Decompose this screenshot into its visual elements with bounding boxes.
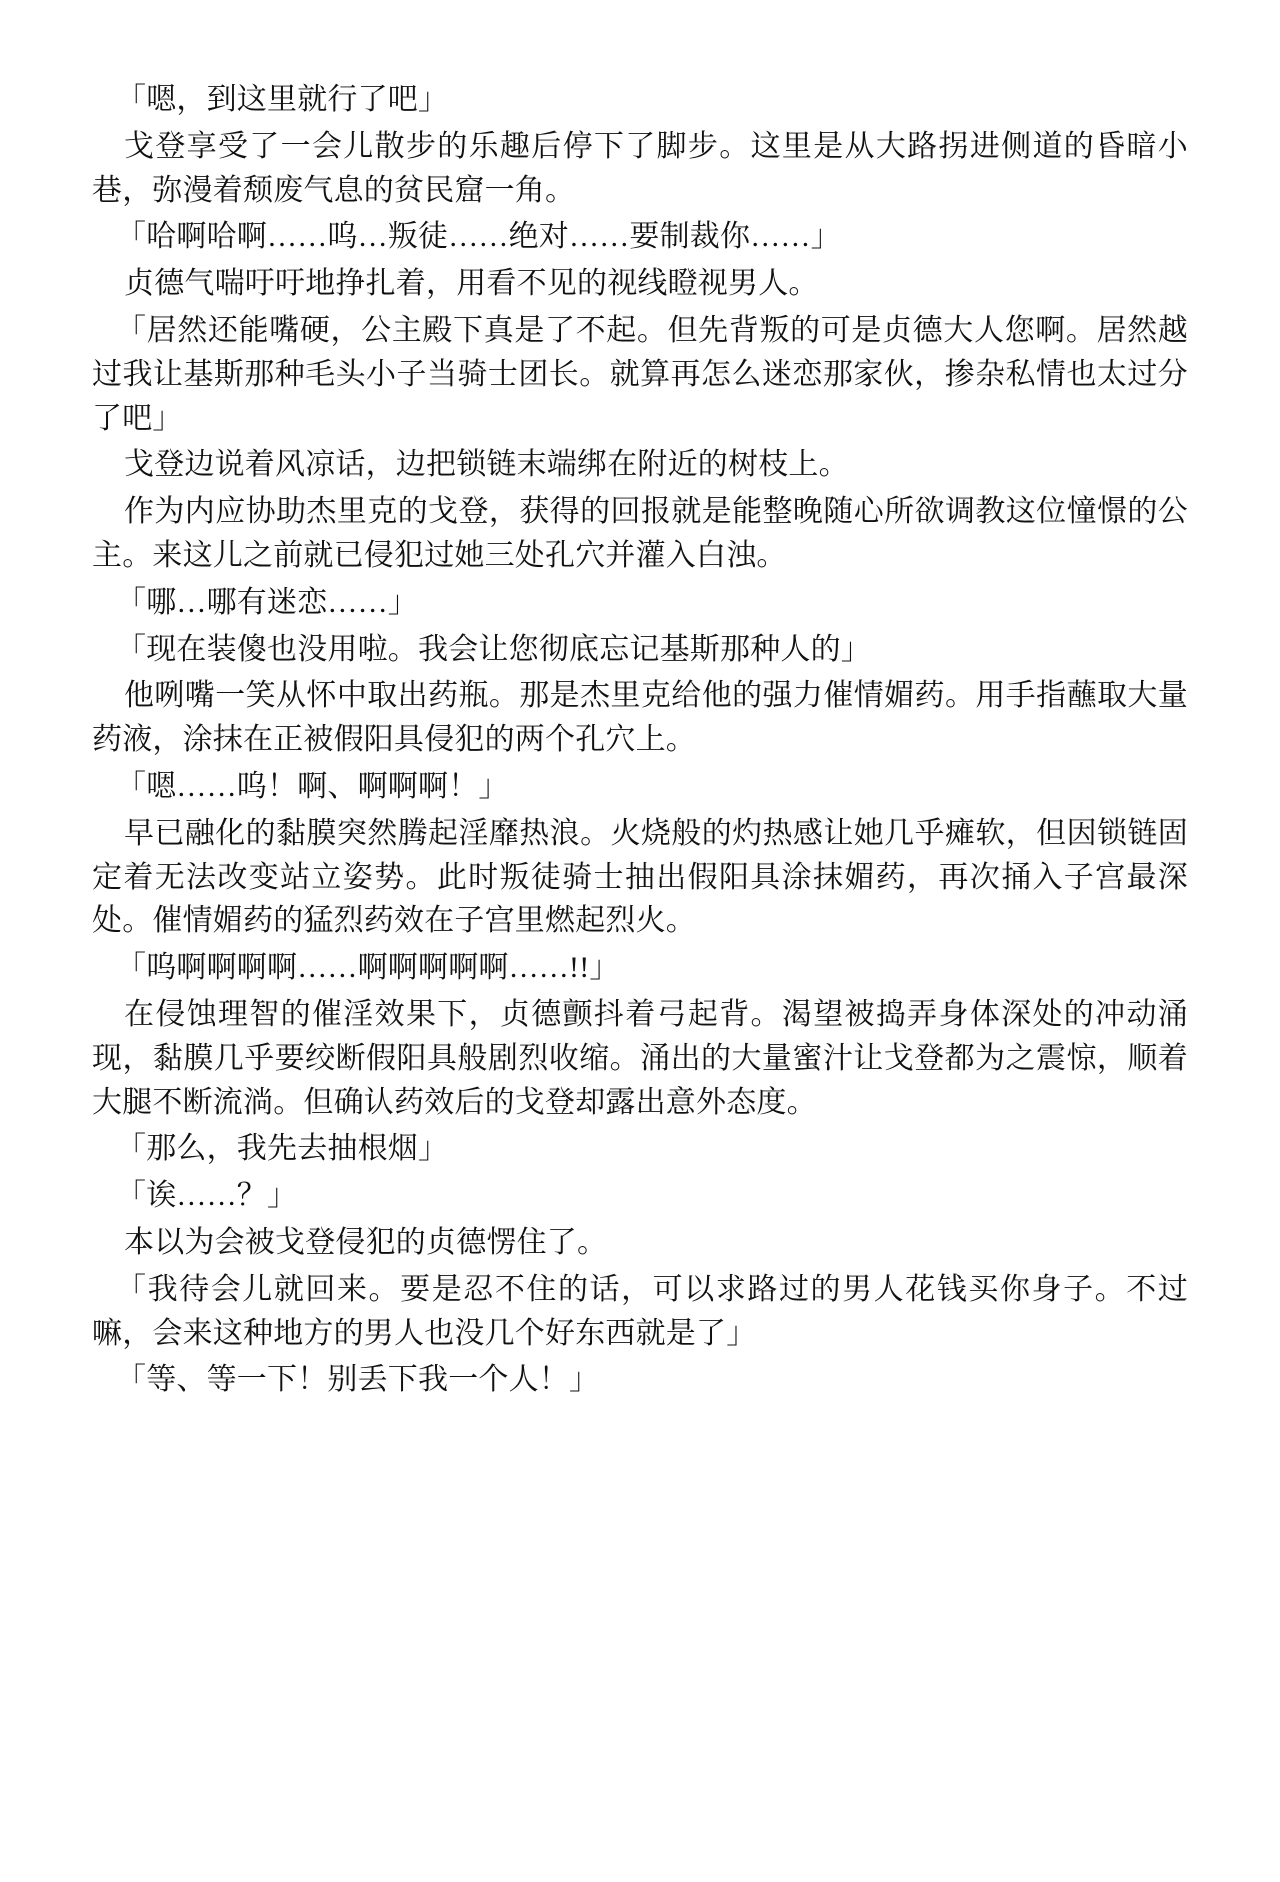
paragraph: 戈登边说着风凉话，边把锁链末端绑在附近的树枝上。 xyxy=(124,448,849,482)
paragraph: 贞德气喘吁吁地挣扎着，用看不见的视线瞪视男人。 xyxy=(124,267,819,301)
paragraph: 「嗯……呜！啊、啊啊啊！」 xyxy=(116,769,509,803)
paragraph: 「现在装傻也没用啦。我会让您彻底忘记基斯那种人的」 xyxy=(116,632,871,666)
paragraph: 他咧嘴一笑从怀中取出药瓶。那是杰里克给他的强力催情媚药。用手指蘸取大量药液，涂抹在正被假阳具侵犯的两个孔穴上。 xyxy=(92,679,1188,757)
paragraph: 「等、等一下！别丢下我一个人！」 xyxy=(116,1363,600,1397)
paragraph: 早已融化的黏膜突然腾起淫靡热浪。火烧般的灼热感让她几乎瘫软，但因锁链固定着无法改变站立姿势。此时叛徒骑士抽出假阳具涂抹媚药，再次捅入子宫最深处。催情媚药的猛烈药效在子宫里燃起烈火。 xyxy=(92,816,1188,938)
paragraph: 「哪…哪有迷恋……」 xyxy=(116,585,418,619)
paragraph: 作为内应协助杰里克的戈登，获得的回报就是能整晚随心所欲调教这位憧憬的公主。来这儿之前就已侵犯过她三处孔穴并灌入白浊。 xyxy=(92,495,1188,572)
paragraph: 「哈啊哈啊……呜…叛徒……绝对……要制裁你……」 xyxy=(116,220,841,254)
paragraph: 「居然还能嘴硬，公主殿下真是了不起。但先背叛的可是贞德大人您啊。居然越过我让基斯那种毛头小子当骑士团长。就算再怎么迷恋那家伙，掺杂私情也太过分了吧」 xyxy=(92,313,1188,435)
paragraph: 「诶……？」 xyxy=(116,1179,298,1213)
paragraph: 「呜啊啊啊啊……啊啊啊啊啊……!!」 xyxy=(116,951,620,985)
paragraph: 本以为会被戈登侵犯的贞德愣住了。 xyxy=(124,1225,608,1259)
paragraph: 「那么，我先去抽根烟」 xyxy=(116,1132,449,1166)
paragraph: 「嗯，到这里就行了吧」 xyxy=(116,83,449,116)
page-body xyxy=(92,78,1188,1402)
paragraph: 「我待会儿就回来。要是忍不住的话，可以求路过的男人花钱买你身子。不过嘛，会来这种地方的男人也没几个好东西就是了」 xyxy=(92,1272,1188,1350)
paragraph: 戈登享受了一会儿散步的乐趣后停下了脚步。这里是从大路拐进侧道的昏暗小巷，弥漫着颓废气息的贫民窟一角。 xyxy=(92,129,1188,207)
paragraph: 在侵蚀理智的催淫效果下，贞德颤抖着弓起背。渴望被捣弄身体深处的冲动涌现，黏膜几乎要绞断假阳具般剧烈收缩。涌出的大量蜜汁让戈登都为之震惊，顺着大腿不断流淌。但确认药效后的戈登却露出意外态度。 xyxy=(92,997,1188,1119)
